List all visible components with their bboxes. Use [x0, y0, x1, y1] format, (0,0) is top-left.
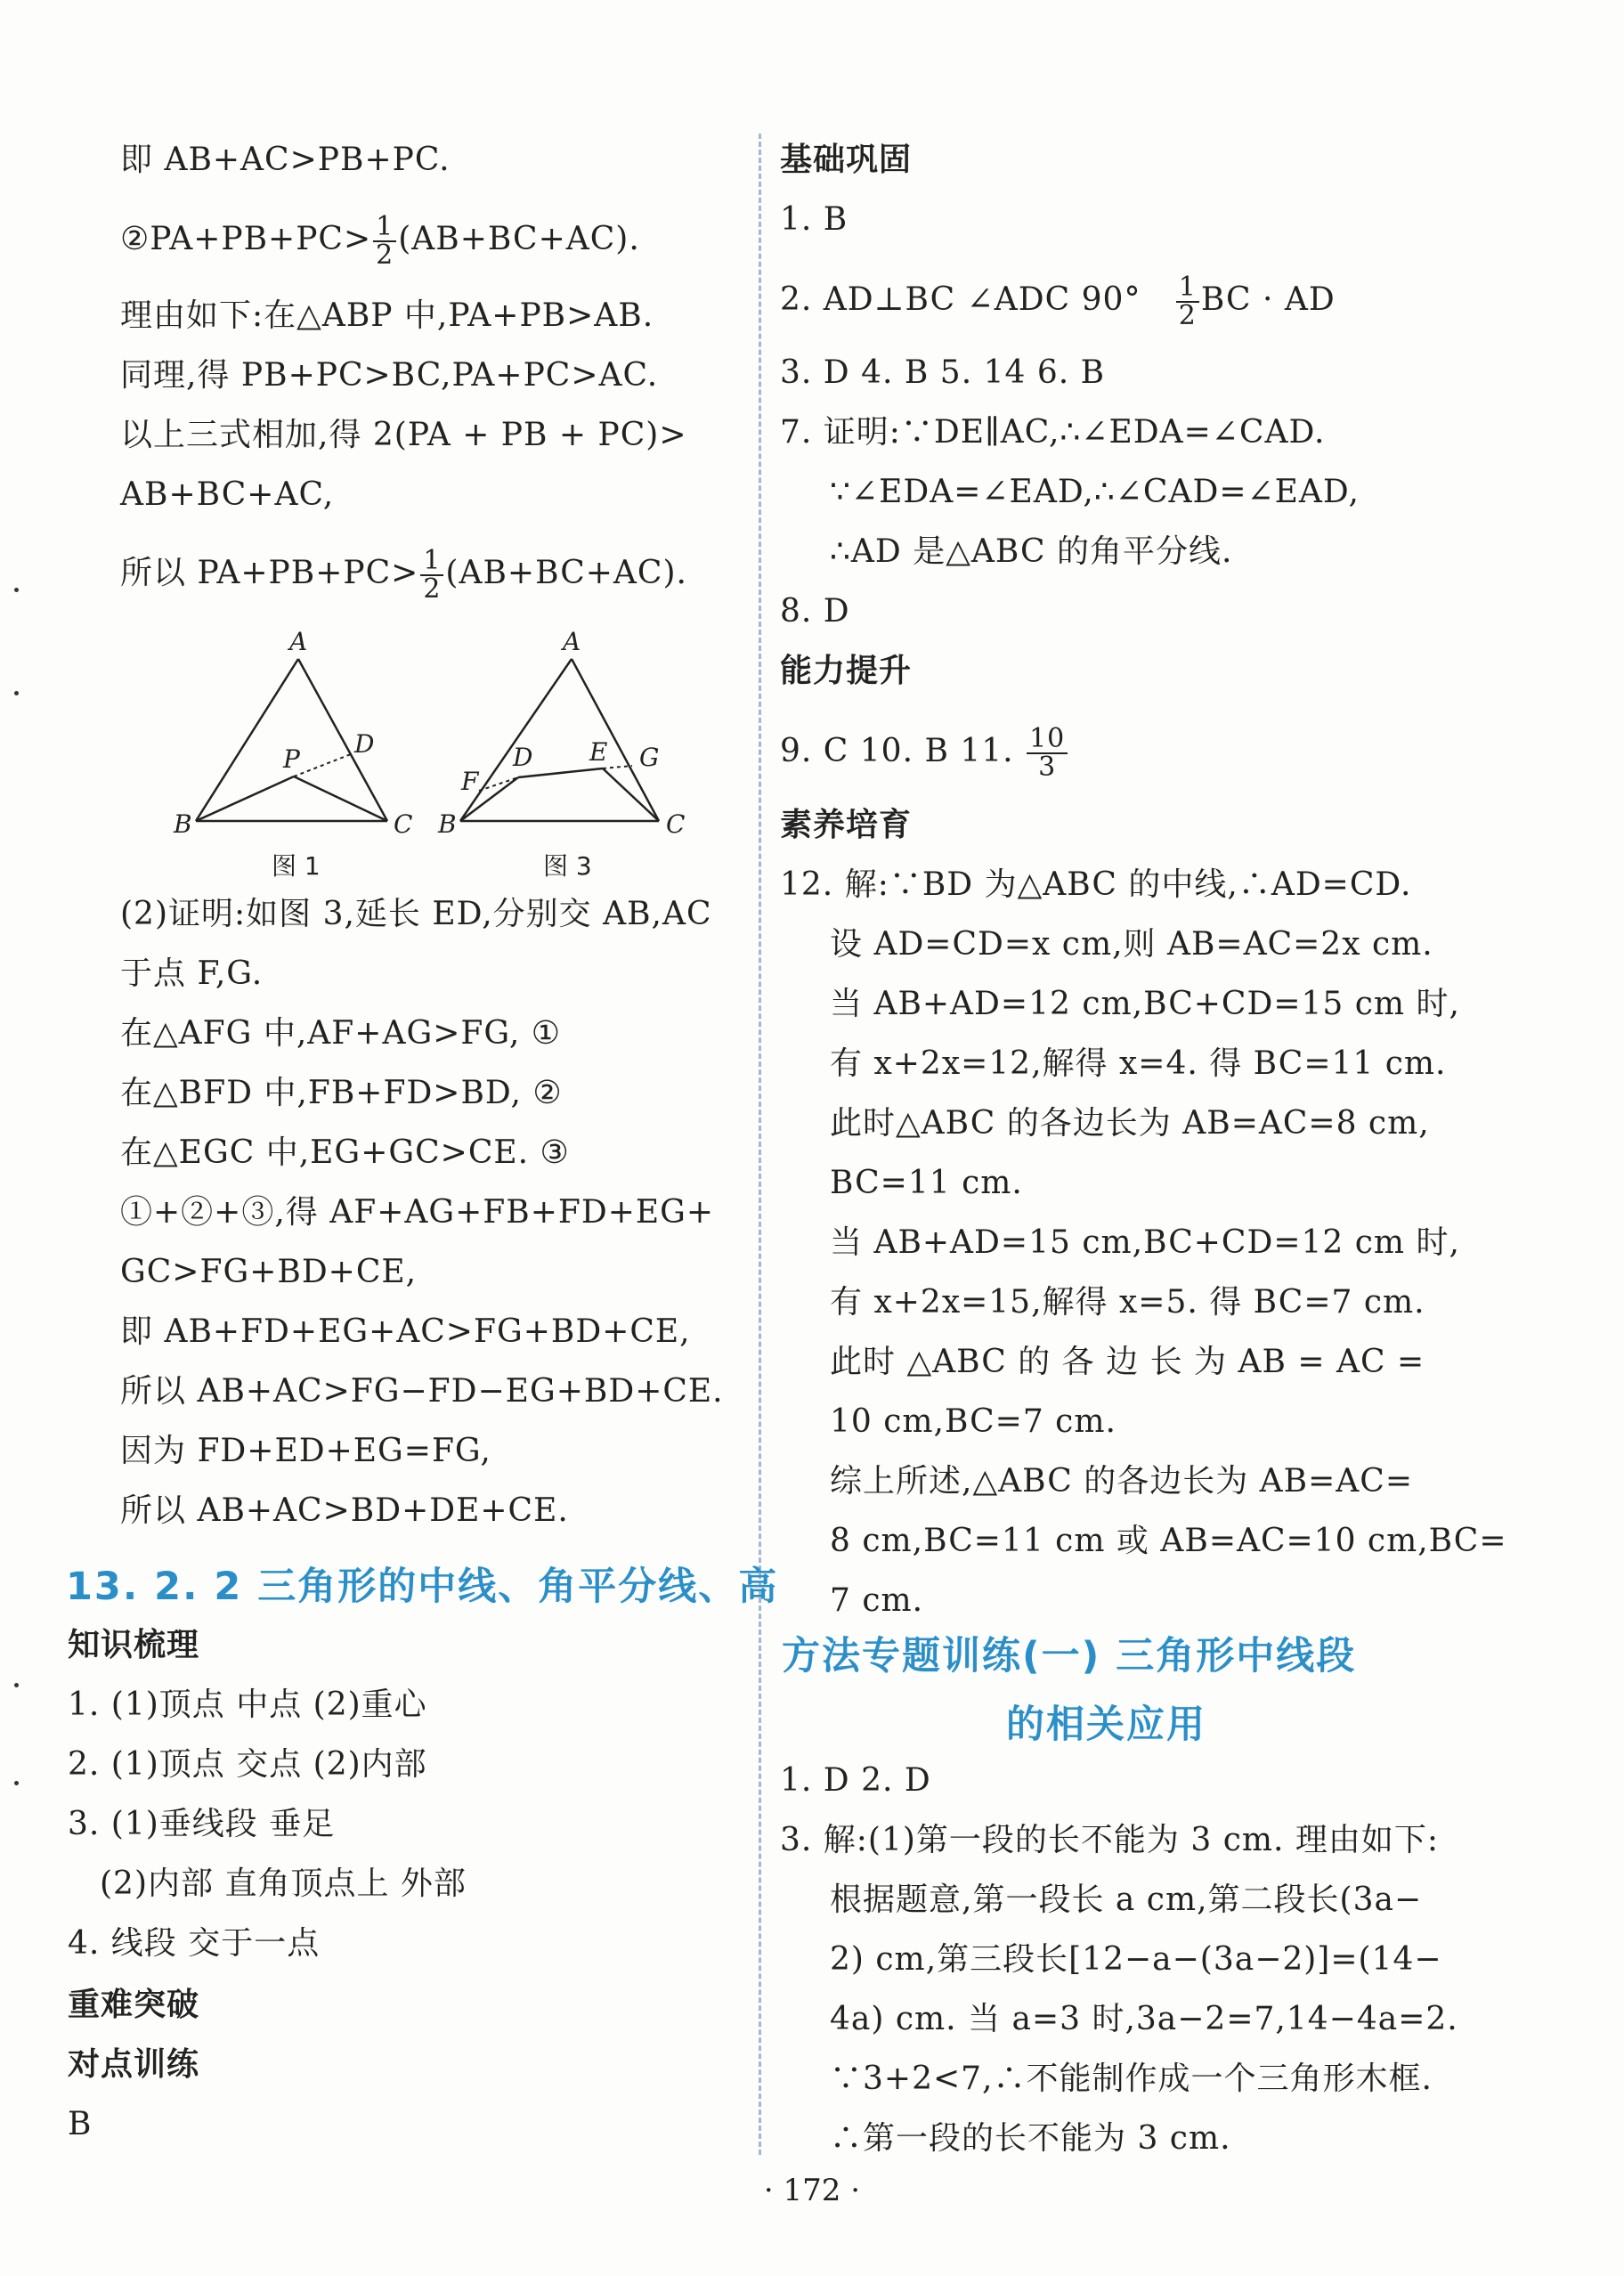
text-line: ∴第一段的长不能为 3 cm. [830, 2120, 1231, 2157]
text-line: 4. 线段 交于一点 [68, 1925, 321, 1962]
text-line: 在△AFG 中,AF+AG>FG, ① [120, 1015, 561, 1052]
text-line: 所以 PA+PB+PC> $\frac{1}{2}$ (AB+BC+AC). [120, 545, 687, 605]
text-line: ∵∠EDA=∠EAD,∴∠CAD=∠EAD, [830, 474, 1360, 510]
label-d: D [354, 729, 375, 759]
text-line: 12. 解:∵BD 为△ABC 的中线,∴AD=CD. [780, 866, 1412, 903]
text-line: GC>FG+BD+CE, [120, 1254, 418, 1290]
text-line: ②PA+PB+PC> $\frac{1}{2}$ (AB+BC+AC). [120, 211, 640, 271]
triangle-figures [160, 623, 712, 882]
column-divider [759, 134, 761, 2155]
text-line: 在△BFD 中,FB+FD>BD, ② [120, 1075, 563, 1111]
section-heading-continued: 的相关应用 [1006, 1703, 1206, 1747]
figure-caption: 图 3 [543, 851, 592, 881]
fraction: $\frac{10}{3}$ [1027, 726, 1068, 781]
label-g: G [639, 743, 660, 772]
text-line: 当 AB+AD=12 cm,BC+CD=15 cm 时, [830, 986, 1460, 1022]
subsection-title: 素养培育 [780, 807, 913, 843]
text-line: 1. D 2. D [780, 1762, 931, 1799]
text-line: ∵3+2<7,∴不能制作成一个三角形木框. [830, 2061, 1433, 2097]
text-line: BC=11 cm. [830, 1165, 1023, 1201]
text-line: 9. C 10. B 11. $\frac{10}{3}$ [780, 726, 1069, 781]
text-line: 所以 AB+AC>FG−FD−EG+BD+CE. [120, 1373, 724, 1410]
text-line: 于点 F,G. [120, 955, 264, 992]
text-line: 即 AB+FD+EG+AC>FG+BD+CE, [120, 1313, 691, 1350]
section-heading: 方法专题训练(一) 三角形中线段 [782, 1634, 1357, 1679]
label-p: P [283, 744, 300, 774]
label-b: B [438, 809, 457, 839]
margin-dot [14, 1781, 19, 1785]
text-line: (2)证明:如图 3,延长 ED,分别交 AB,AC [120, 896, 712, 932]
section-heading: 13. 2. 2 三角形的中线、角平分线、高 [66, 1565, 779, 1609]
label-f: F [461, 767, 479, 796]
text-line: 有 x+2x=12,解得 x=4. 得 BC=11 cm. [830, 1045, 1447, 1082]
label-b: B [174, 809, 192, 839]
text-line: 7. 证明:∵DE∥AC,∴∠EDA=∠CAD. [780, 414, 1326, 451]
text-line: 2) cm,第三段长[12−a−(3a−2)]=(14− [830, 1941, 1442, 1978]
fraction: $\frac{1}{2}$ [1176, 274, 1199, 329]
fraction: $\frac{1}{2}$ [373, 214, 396, 269]
figure-caption: 图 1 [272, 851, 321, 881]
label-e: E [589, 737, 608, 767]
text-line: 3. D 4. B 5. 14 6. B [780, 354, 1106, 391]
text-line: 所以 AB+AC>BD+DE+CE. [120, 1492, 569, 1529]
text-line: 此时△ABC 的各边长为 AB=AC=8 cm, [830, 1105, 1430, 1142]
figure-3 [437, 627, 685, 881]
text-line: 此时 △ABC 的 各 边 长 为 AB = AC = [830, 1344, 1425, 1380]
margin-dot [14, 691, 19, 695]
label-c: C [666, 809, 686, 839]
text-line: 8 cm,BC=11 cm 或 AB=AC=10 cm,BC= [830, 1523, 1507, 1559]
text-line: 8. D [780, 593, 850, 630]
margin-dot [14, 588, 19, 592]
text-line: 4a) cm. 当 a=3 时,3a−2=7,14−4a=2. [830, 2001, 1458, 2037]
figure-1 [173, 627, 412, 881]
text-line: 因为 FD+ED+EG=FG, [120, 1433, 491, 1469]
text-line: 7 cm. [830, 1582, 924, 1619]
text-line: 综上所述,△ABC 的各边长为 AB=AC= [830, 1463, 1414, 1500]
text-line: 在△EGC 中,EG+GC>CE. ③ [120, 1134, 570, 1171]
subsection-title: 对点训练 [68, 2046, 200, 2083]
text-line: 以上三式相加,得 2(PA + PB + PC)> [120, 417, 687, 453]
text-line: 1. B [780, 201, 849, 238]
text-line: 有 x+2x=15,解得 x=5. 得 BC=7 cm. [830, 1284, 1425, 1321]
subsection-title: 基础巩固 [780, 142, 913, 178]
subsection-title: 知识梳理 [68, 1627, 200, 1663]
text-line: AB+BC+AC, [120, 476, 335, 513]
margin-dot [14, 1683, 19, 1687]
label-a: A [289, 627, 308, 656]
text-line: 根据题意,第一段长 a cm,第二段长(3a− [830, 1882, 1423, 1918]
text-line: 1. (1)顶点 中点 (2)重心 [68, 1687, 427, 1723]
text-line: (2)内部 直角顶点上 外部 [100, 1866, 467, 1902]
text-line: ∴AD 是△ABC 的角平分线. [830, 533, 1233, 570]
text-line: 3. 解:(1)第一段的长不能为 3 cm. 理由如下: [780, 1822, 1440, 1858]
label-c: C [394, 809, 413, 839]
text-line: 3. (1)垂线段 垂足 [68, 1806, 336, 1842]
answer: B [68, 2106, 93, 2142]
text-line: 理由如下:在△ABP 中,PA+PB>AB. [120, 297, 654, 334]
text-line: 设 AD=CD=x cm,则 AB=AC=2x cm. [830, 926, 1433, 963]
subsection-title: 重难突破 [68, 1987, 200, 2023]
text-line: 即 AB+AC>PB+PC. [120, 142, 451, 178]
text-line: 当 AB+AD=15 cm,BC+CD=12 cm 时, [830, 1224, 1460, 1261]
text-line: 2. (1)顶点 交点 (2)内部 [68, 1746, 427, 1783]
text-line: 10 cm,BC=7 cm. [830, 1403, 1116, 1440]
label-a: A [563, 627, 581, 656]
page-number: · 172 · [763, 2173, 861, 2208]
label-d: D [513, 743, 533, 772]
text-line: 同理,得 PB+PC>BC,PA+PC>AC. [120, 357, 659, 394]
text-line: ①+②+③,得 AF+AG+FB+FD+EG+ [120, 1194, 715, 1231]
fraction: $\frac{1}{2}$ [420, 548, 443, 603]
subsection-title: 能力提升 [780, 653, 913, 689]
text-line: 2. AD⊥BC ∠ADC 90° $\frac{1}{2}$ BC · AD [780, 272, 1336, 331]
